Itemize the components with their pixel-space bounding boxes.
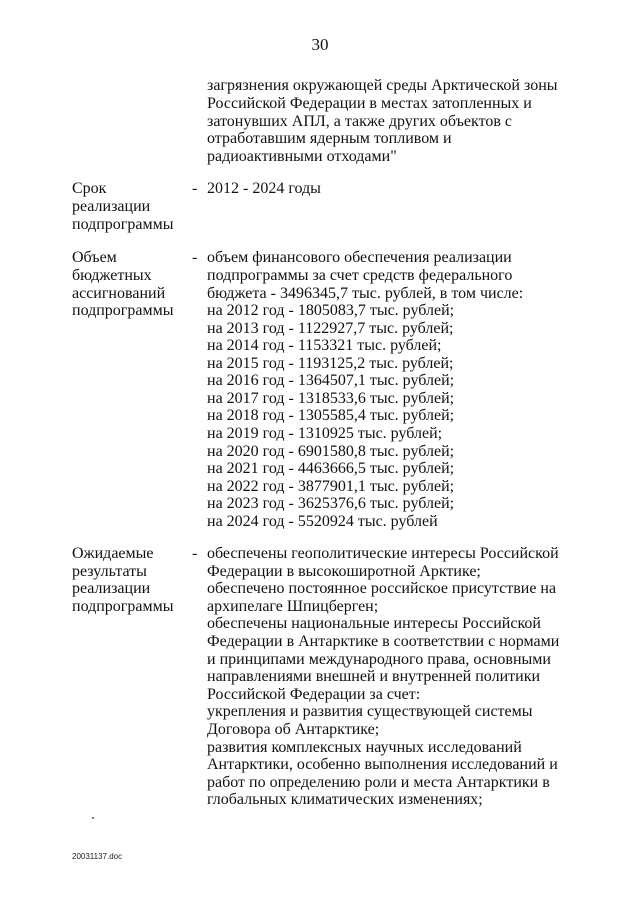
section-content-line: на 2014 год - 1153321 тыс. рублей; <box>207 337 442 354</box>
section-content-line: на 2022 год - 3877901,1 тыс. рублей; <box>207 478 455 495</box>
section-label-line: подпрограммы <box>72 598 174 615</box>
section-label-line: бюджетных <box>72 267 152 284</box>
section-label-line: подпрограммы <box>72 302 174 319</box>
section-content-line: работ по определению роли и места Антарктики в <box>207 774 550 791</box>
section-content-line: на 2016 год - 1364507,1 тыс. рублей; <box>207 372 455 389</box>
section-content-line: подпрограммы за счет средств федерального <box>207 267 513 284</box>
continuation-line: радиоактивными отходами" <box>207 148 397 165</box>
section-content-line: объем финансового обеспечения реализации <box>207 249 512 266</box>
section-dash: - <box>192 249 198 266</box>
section-content-line: Антарктики, особенно выполнения исследований и <box>207 756 558 773</box>
section-content-line: на 2015 год - 1193125,2 тыс. рублей; <box>207 355 454 372</box>
section-content-line: Российской Федерации за счет: <box>207 686 421 703</box>
section-dash: - <box>192 180 198 197</box>
section-content-line: укрепления и развития существующей системы <box>207 703 533 720</box>
continuation-line: отработавшим ядерным топливом и <box>207 130 452 147</box>
footer-doc-code: 20031137.doc <box>72 852 123 861</box>
section-content-line: бюджета - 3496345,7 тыс. рублей, в том числе: <box>207 285 524 302</box>
section-label-line: Объем <box>72 249 117 266</box>
section-content-line: направлениями внешней и внутренней политики <box>207 668 541 685</box>
section-content-line: 2012 - 2024 годы <box>207 180 321 197</box>
section-content-line: обеспечено постоянное российское присутствие на <box>207 580 557 597</box>
section-label-line: Ожидаемые <box>72 545 154 562</box>
section-content-line: Федерации в высокоширотной Арктике; <box>207 563 481 580</box>
continuation-line: загрязнения окружающей среды Арктической зоны <box>207 77 558 94</box>
section-content-line: на 2012 год - 1805083,7 тыс. рублей; <box>207 302 455 319</box>
section-content-line: Федерации в Антарктике в соответствии с нормами <box>207 633 560 650</box>
section-content-line: обеспечены геополитические интересы Российской <box>207 545 559 562</box>
scan-speck <box>92 817 94 819</box>
section-label-line: подпрограммы <box>72 216 174 233</box>
section-content-line: на 2023 год - 3625376,6 тыс. рублей; <box>207 495 455 512</box>
section-label-line: Срок <box>72 180 107 197</box>
section-content-line: обеспечены национальные интересы Российской <box>207 615 541 632</box>
section-content-line: на 2021 год - 4463666,5 тыс. рублей; <box>207 460 455 477</box>
section-content-line: на 2013 год - 1122927,7 тыс. рублей; <box>207 320 454 337</box>
continuation-line: затонувших АПЛ, а также других объектов с <box>207 113 513 130</box>
section-content-line: и принципами международного права, основными <box>207 651 551 668</box>
section-content-line: на 2024 год - 5520924 тыс. рублей <box>207 513 438 530</box>
section-content-line: Договора об Антарктике; <box>207 721 380 738</box>
section-content-line: на 2017 год - 1318533,6 тыс. рублей; <box>207 390 455 407</box>
section-content-line: на 2019 год - 1310925 тыс. рублей; <box>207 425 443 442</box>
section-label-line: реализации <box>72 580 151 597</box>
page-number: 30 <box>311 35 329 54</box>
section-content-line: архипелаге Шпицберген; <box>207 598 379 615</box>
section-label-line: результаты <box>72 563 147 580</box>
section-content-line: на 2018 год - 1305585,4 тыс. рублей; <box>207 407 455 424</box>
section-content-line: на 2020 год - 6901580,8 тыс. рублей; <box>207 443 455 460</box>
continuation-line: Российской Федерации в местах затопленных и <box>207 95 532 112</box>
section-content-line: развития комплексных научных исследований <box>207 739 522 756</box>
section-label-line: реализации <box>72 198 151 215</box>
section-content-line: глобальных климатических изменениях; <box>207 791 483 808</box>
section-dash: - <box>192 545 198 562</box>
section-label-line: ассигнований <box>72 285 166 302</box>
